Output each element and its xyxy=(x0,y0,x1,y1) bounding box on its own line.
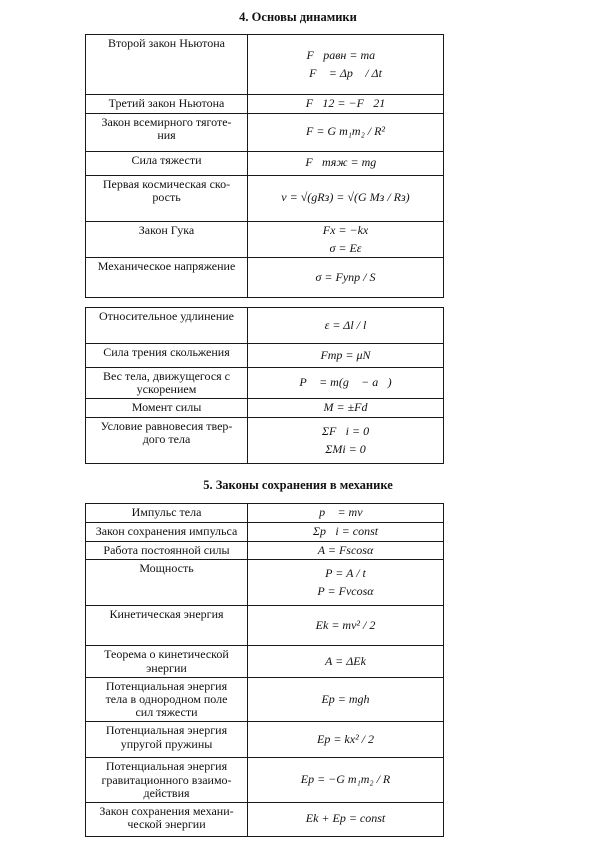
formula: Σp⃗i = const xyxy=(312,523,379,538)
table-row xyxy=(86,541,444,560)
formula: v = √(gRз) = √(G Mз / Rз) xyxy=(281,190,410,205)
formula: F = G m₁m₂ / R² xyxy=(305,124,386,139)
quantity-name-line: Импульс тела xyxy=(131,505,202,519)
table-row xyxy=(86,646,444,677)
quantity-name xyxy=(86,368,248,399)
formula-cell xyxy=(248,35,444,95)
formula-cell xyxy=(248,221,444,258)
formula-cell xyxy=(248,399,444,418)
quantity-name-line: Третий закон Ньютона xyxy=(108,96,225,110)
table-row xyxy=(86,418,444,464)
quantity-name-line: Вес тела, движущегося с xyxy=(103,369,230,383)
quantity-name-line: Условие равновесия твер- xyxy=(100,419,233,434)
quantity-name xyxy=(86,221,248,258)
quantity-name xyxy=(86,151,248,175)
quantity-name xyxy=(86,258,248,298)
quantity-name xyxy=(86,113,248,151)
formula: P = Fvcosα xyxy=(317,583,374,598)
quantity-name-line: действия xyxy=(143,785,190,800)
table-row xyxy=(86,151,444,175)
quantity-name xyxy=(86,677,248,722)
quantity-name-line: Мощность xyxy=(139,561,194,576)
quantity-name xyxy=(86,399,248,418)
quantity-name-line: Потенциальная энергия xyxy=(105,678,228,693)
table-row xyxy=(86,722,444,758)
formula: F⃗12 = −F⃗21 xyxy=(305,96,386,110)
quantity-name xyxy=(86,308,248,344)
formula-cell xyxy=(248,522,444,541)
formula: Ep = kx² / 2 xyxy=(316,731,374,746)
formula: σ = Fупр / S xyxy=(315,269,376,284)
table-row xyxy=(86,344,444,368)
section5-title: 5. Законы сохранения в механике xyxy=(203,478,393,492)
formula-cell xyxy=(248,560,444,606)
table-row xyxy=(86,113,444,151)
quantity-name-line: Второй закон Ньютона xyxy=(108,36,225,50)
quantity-name xyxy=(86,418,248,464)
quantity-name-line: Механическое напряжение xyxy=(97,259,236,274)
formula: Ep = −G m₁m₂ / R xyxy=(300,772,391,787)
formula: P = A / t xyxy=(325,566,366,581)
quantity-name-line: тела в однородном поле xyxy=(105,691,228,706)
dynamics-table-1 xyxy=(85,34,444,298)
quantity-name xyxy=(86,175,248,221)
formula: M = ±Fd xyxy=(323,400,368,415)
quantity-name-line: Закон Гука xyxy=(138,222,195,237)
quantity-name xyxy=(86,95,248,114)
table-row xyxy=(86,606,444,646)
conservation-table-body xyxy=(86,504,444,837)
section4-title: 4. Основы динамики xyxy=(239,10,357,24)
quantity-name-line: Закон сохранения механи- xyxy=(99,803,234,818)
table-row xyxy=(86,308,444,344)
quantity-name-line: Сила трения скольжения xyxy=(103,345,230,359)
dynamics-table-2-body xyxy=(86,308,444,464)
formula-cell xyxy=(248,677,444,722)
formula: σ = Eε xyxy=(329,240,362,255)
formula-cell xyxy=(248,606,444,646)
dynamics-table-1-body xyxy=(86,35,444,298)
formula: A = ΔEk xyxy=(325,653,366,668)
quantity-name-line: Кинетическая энергия xyxy=(109,607,224,622)
formula-cell xyxy=(248,368,444,399)
formula-cell xyxy=(248,418,444,464)
conservation-table xyxy=(85,503,444,837)
formula-cell xyxy=(248,95,444,114)
table-row xyxy=(86,35,444,95)
quantity-name xyxy=(86,541,248,560)
table-row xyxy=(86,560,444,606)
formula: ε = Δl / l xyxy=(324,317,367,332)
formula-cell xyxy=(248,541,444,560)
formula: Ek + Ep = const xyxy=(305,811,386,826)
formula: F⃗тяж = mg⃗ xyxy=(305,155,386,170)
quantity-name xyxy=(86,606,248,646)
dynamics-table-2 xyxy=(85,307,444,464)
quantity-name-line: Относительное удлинение xyxy=(99,309,234,323)
quantity-name-line: энергии xyxy=(146,660,187,675)
formula-cell xyxy=(248,151,444,175)
formula: F⃗равн = ma⃗ xyxy=(306,47,385,62)
formula-cell xyxy=(248,175,444,221)
table-row xyxy=(86,175,444,221)
quantity-name xyxy=(86,646,248,677)
formula-cell xyxy=(248,802,444,836)
quantity-name-line: Потенциальная энергия xyxy=(105,759,228,774)
formula: Ep = mgh xyxy=(321,691,370,706)
formula-cell xyxy=(248,344,444,368)
quantity-name-line: Закон сохранения импульса xyxy=(95,523,238,538)
quantity-name xyxy=(86,35,248,95)
quantity-name-line: дого тела xyxy=(142,432,191,447)
quantity-name xyxy=(86,722,248,758)
formula: ΣMi = 0 xyxy=(325,441,366,456)
quantity-name-line: Теорема о кинетической xyxy=(104,647,229,662)
formula-cell xyxy=(248,722,444,758)
table-row xyxy=(86,677,444,722)
table-row xyxy=(86,221,444,258)
quantity-name xyxy=(86,560,248,606)
table-row xyxy=(86,95,444,114)
table-row xyxy=(86,522,444,541)
quantity-name-line: Первая космическая ско- xyxy=(102,176,231,191)
quantity-name-line: Работа постоянной силы xyxy=(103,542,230,557)
quantity-name-line: Потенциальная энергия xyxy=(105,723,228,738)
formula: F⃗ = Δp⃗ / Δt xyxy=(309,65,382,80)
table-row xyxy=(86,802,444,836)
formula: Fтр = μN xyxy=(320,347,371,362)
quantity-name-line: Момент силы xyxy=(131,400,202,415)
quantity-name xyxy=(86,522,248,541)
formula: Fx = −kx xyxy=(322,222,369,237)
quantity-name-line: ускорением xyxy=(136,382,197,397)
table-row xyxy=(86,758,444,803)
formula-cell xyxy=(248,113,444,151)
formula-cell xyxy=(248,258,444,298)
formula: Ek = mv² / 2 xyxy=(315,617,376,632)
table-row xyxy=(86,504,444,523)
formula-cell xyxy=(248,758,444,803)
quantity-name xyxy=(86,344,248,368)
quantity-name-line: упругой пружины xyxy=(120,736,213,751)
table-row xyxy=(86,399,444,418)
quantity-name-line: гравитационного взаимо- xyxy=(101,772,232,787)
formula: p⃗ = mv⃗ xyxy=(319,505,372,519)
quantity-name-line: Закон всемирного тяготе- xyxy=(101,114,232,129)
formula-cell xyxy=(248,504,444,523)
quantity-name xyxy=(86,758,248,803)
quantity-name xyxy=(86,504,248,523)
formula: ΣF⃗i = 0 xyxy=(321,423,370,438)
table-row xyxy=(86,368,444,399)
quantity-name-line: ния xyxy=(157,127,176,142)
quantity-name-line: рость xyxy=(152,189,181,204)
quantity-name-line: Сила тяжести xyxy=(131,152,202,167)
quantity-name-line: ческой энергии xyxy=(127,817,206,832)
formula-cell xyxy=(248,308,444,344)
formula-cell xyxy=(248,646,444,677)
table-row xyxy=(86,258,444,298)
formula: A = Fscosα xyxy=(317,542,374,557)
quantity-name xyxy=(86,802,248,836)
formula: P⃗ = m(g⃗ − a⃗) xyxy=(299,375,392,390)
quantity-name-line: сил тяжести xyxy=(135,705,198,720)
